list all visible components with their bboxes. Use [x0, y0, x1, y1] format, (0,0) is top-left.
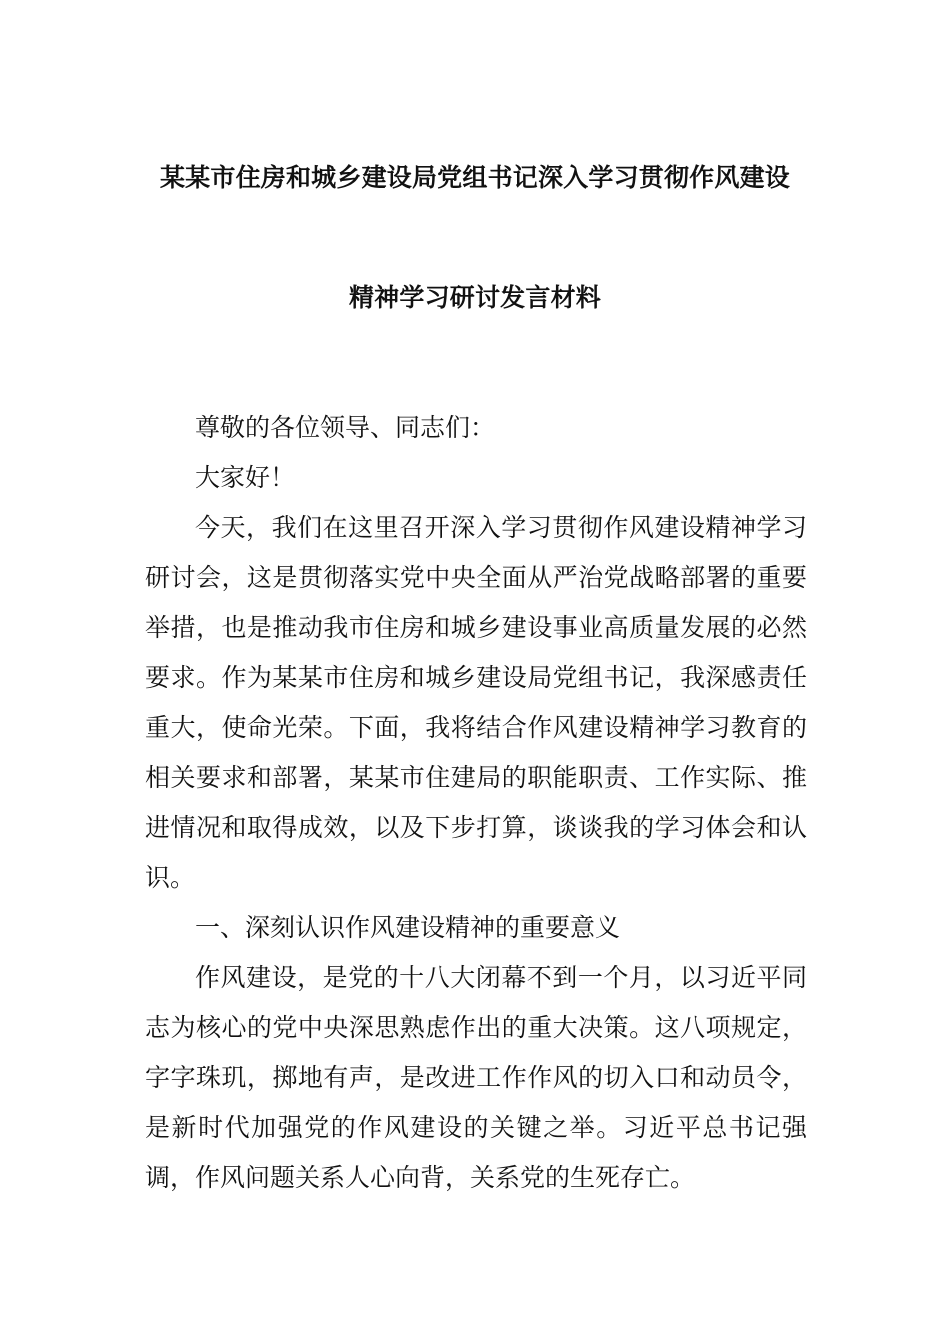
salutation: 尊敬的各位领导、同志们：: [195, 413, 496, 442]
greeting: 大家好！: [195, 463, 296, 492]
document-title-line-1: 某某市住房和城乡建设局党组书记深入学习贯彻作风建设: [159, 163, 790, 192]
intro-paragraph: 今天，我们在这里召开深入学习贯彻作风建设精神学习研讨会，这是贯彻落实党中央全面从严治党战略部署的重要举措，也是推动我市住房和城乡建设事业高质量发展的必然要求。作为某某市住房和城乡建设局党组书记，我深感责任重大，使命光荣。下面，我将结合作风建设精神学习教育的相关要求和部署，某某市住建局的职能职责、工作实际、推进情况和取得成效，以及下步打算，谈谈我的学习体会和认识。: [145, 513, 807, 892]
section-heading-1: 一、深刻认识作风建设精神的重要意义: [195, 913, 621, 942]
section-1-paragraph: 作风建设，是党的十八大闭幕不到一个月，以习近平同志为核心的党中央深思熟虑作出的重大决策。这八项规定，字字珠玑，掷地有声，是改进工作作风的切入口和动员令，是新时代加强党的作风建设的关键之举。习近平总书记强调，作风问题关系人心向背，关系党的生死存亡。: [145, 963, 807, 1192]
document-title-line-2: 精神学习研讨发言材料: [348, 283, 601, 312]
document-body: [145, 403, 807, 1203]
